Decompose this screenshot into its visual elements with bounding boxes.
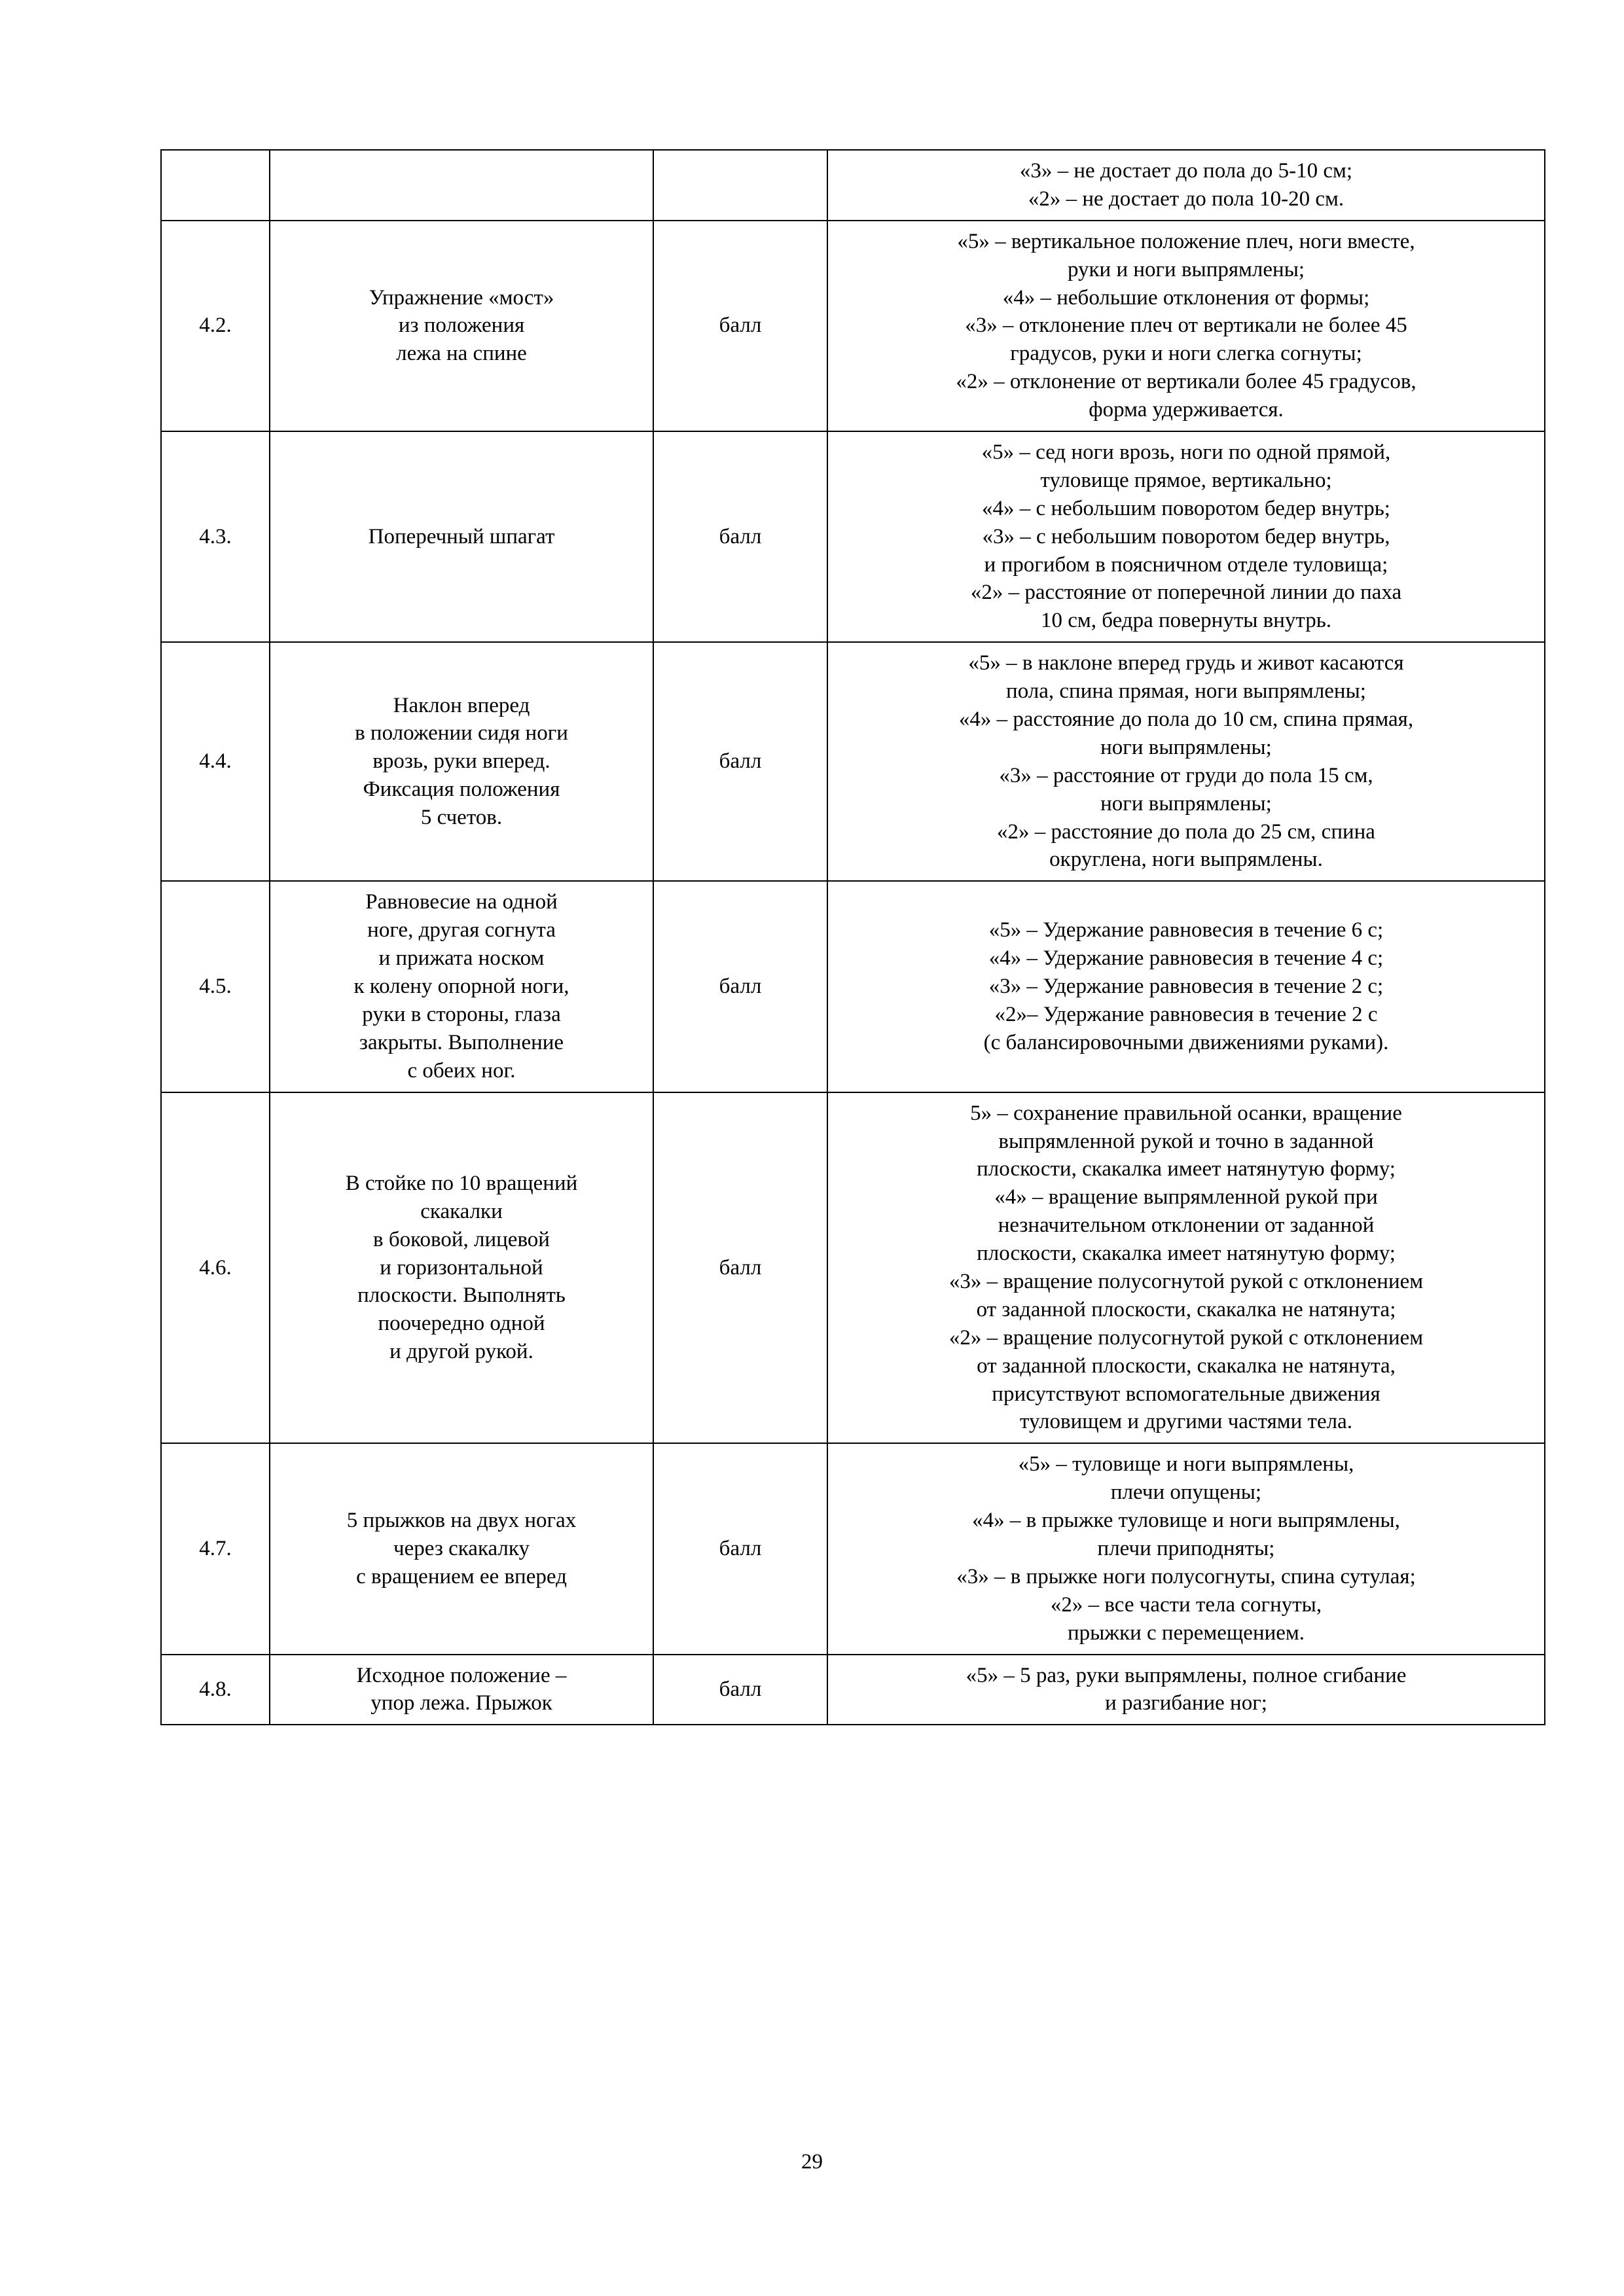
criteria-line: плечи опущены;	[1110, 1480, 1262, 1505]
exercise-name-line: Наклон вперед	[393, 693, 530, 717]
criteria-line: ноги выпрямлены;	[1100, 791, 1272, 816]
criteria-line: «5» – 5 раз, руки выпрямлены, полное сгибание	[965, 1663, 1407, 1687]
criteria-cell	[827, 881, 1545, 1092]
row-number-cell: 4.5.	[161, 881, 270, 1092]
exercise-name-line: и горизонтальной	[380, 1255, 543, 1280]
criteria-cell	[827, 642, 1545, 881]
row-number-cell	[161, 150, 270, 221]
criteria-line: незначительном отклонении от заданной	[998, 1213, 1375, 1238]
exercise-name-cell	[270, 1655, 653, 1725]
criteria-line: «5» – в наклоне вперед грудь и живот касаются	[968, 651, 1404, 675]
table-row	[161, 1655, 1545, 1725]
table-body	[161, 150, 1545, 1725]
unit-cell: балл	[653, 431, 827, 642]
table-row	[161, 1443, 1545, 1654]
exercise-name-line: упор лежа. Прыжок	[370, 1691, 552, 1715]
criteria-line: туловище прямое, вертикально;	[1040, 468, 1332, 492]
criteria-line: «3» – с небольшим поворотом бедер внутрь,	[982, 524, 1390, 548]
exercise-name-cell	[270, 881, 653, 1092]
exercise-name-line: врозь, руки вперед.	[372, 749, 550, 774]
exercise-name-line: Упражнение «мост»	[369, 285, 554, 310]
criteria-line: руки и ноги выпрямлены;	[1067, 257, 1305, 281]
exercise-name-line: руки в стороны, глаза	[362, 1002, 561, 1026]
criteria-line: присутствуют вспомогательные движения	[992, 1382, 1380, 1406]
criteria-line: «5» – сед ноги врозь, ноги по одной прямой,	[981, 440, 1391, 465]
exercise-name-line: в положении сидя ноги	[355, 721, 568, 745]
assessment-criteria-table	[160, 149, 1545, 1725]
exercise-name-line: 5 прыжков на двух ногах	[346, 1509, 577, 1533]
criteria-cell	[827, 221, 1545, 431]
row-number-cell: 4.4.	[161, 642, 270, 881]
criteria-line: и разгибание ног;	[1105, 1691, 1267, 1715]
exercise-name-line: с обеих ног.	[407, 1058, 516, 1083]
criteria-line: форма удерживается.	[1089, 398, 1284, 422]
exercise-name-line: В стойке по 10 вращений	[345, 1171, 578, 1195]
criteria-line: «4» – небольшие отклонения от формы;	[1002, 285, 1370, 310]
exercise-name-line: скакалки	[420, 1199, 503, 1223]
table-row	[161, 1092, 1545, 1444]
criteria-line: «4» – Удержание равновесия в течение 4 с;	[988, 946, 1384, 971]
criteria-line: и прогибом в поясничном отделе туловища;	[984, 552, 1388, 577]
row-number-cell: 4.3.	[161, 431, 270, 642]
criteria-line: «2» – вращение полусогнутой рукой с отклонением	[948, 1325, 1424, 1350]
exercise-name-cell	[270, 642, 653, 881]
table-row	[161, 881, 1545, 1092]
criteria-line: от заданной плоскости, скакалка не натянута;	[976, 1297, 1396, 1321]
criteria-line: округлена, ноги выпрямлены.	[1049, 848, 1323, 872]
criteria-line: прыжки с перемещением.	[1067, 1621, 1305, 1645]
exercise-name-line: к колену опорной ноги,	[353, 975, 569, 999]
criteria-line: «5» – вертикальное положение плеч, ноги вместе,	[957, 229, 1415, 253]
criteria-cell	[827, 1443, 1545, 1654]
criteria-cell	[827, 431, 1545, 642]
criteria-line: «4» – с небольшим поворотом бедер внутрь;	[982, 496, 1390, 520]
exercise-name-line: плоскости. Выполнять	[357, 1283, 566, 1308]
criteria-cell	[827, 150, 1545, 221]
criteria-line: «3» – вращение полусогнутой рукой с отклонением	[948, 1269, 1424, 1293]
criteria-line: «4» – расстояние до пола до 10 см, спина прямая,	[958, 708, 1414, 732]
unit-cell: балл	[653, 642, 827, 881]
row-number-cell: 4.6.	[161, 1092, 270, 1444]
unit-cell: балл	[653, 1655, 827, 1725]
unit-cell: балл	[653, 881, 827, 1092]
criteria-line: плоскости, скакалка имеет натянутую форму;	[977, 1157, 1396, 1181]
exercise-name-line: закрыты. Выполнение	[359, 1030, 564, 1054]
criteria-line: 10 см, бедра повернуты внутрь.	[1040, 609, 1332, 633]
table-row	[161, 642, 1545, 881]
criteria-line: «3» – не достает до пола до 5-10 см;	[1019, 159, 1353, 183]
criteria-line: (с балансировочными движениями руками).	[983, 1030, 1389, 1054]
criteria-line: «2»– Удержание равновесия в течение 2 с	[994, 1002, 1378, 1026]
table-row	[161, 221, 1545, 431]
criteria-line: «2» – расстояние от поперечной линии до паха	[970, 581, 1402, 605]
exercise-name-line: через скакалку	[393, 1536, 530, 1560]
exercise-name-line: в боковой, лицевой	[373, 1227, 550, 1251]
exercise-name-line: и другой рукой.	[389, 1340, 533, 1364]
criteria-line: плоскости, скакалка имеет натянутую форму;	[977, 1242, 1396, 1266]
criteria-line: «5» – туловище и ноги выпрямлены,	[1018, 1452, 1354, 1477]
exercise-name-cell	[270, 221, 653, 431]
criteria-cell	[827, 1092, 1545, 1444]
unit-cell	[653, 150, 827, 221]
criteria-line: плечи приподняты;	[1097, 1536, 1275, 1560]
criteria-line: «2» – все части тела согнуты,	[1050, 1592, 1322, 1617]
table-row	[161, 150, 1545, 221]
exercise-name-cell	[270, 431, 653, 642]
criteria-line: 5» – сохранение правильной осанки, вращение	[970, 1101, 1402, 1125]
row-number-cell: 4.7.	[161, 1443, 270, 1654]
exercise-name-cell	[270, 1443, 653, 1654]
exercise-name-line: лежа на спине	[396, 342, 527, 366]
exercise-name-line: 5 счетов.	[420, 806, 503, 830]
criteria-line: от заданной плоскости, скакалка не натянута,	[977, 1354, 1396, 1378]
criteria-line: «3» – расстояние от груди до пола 15 см,	[999, 763, 1373, 787]
exercise-name-cell	[270, 150, 653, 221]
criteria-line: ноги выпрямлены;	[1100, 735, 1272, 759]
row-number-cell: 4.2.	[161, 221, 270, 431]
criteria-line: «3» – Удержание равновесия в течение 2 с;	[988, 975, 1384, 999]
exercise-name-line: Исходное положение –	[356, 1663, 567, 1687]
exercise-name-line: поочередно одной	[378, 1312, 545, 1336]
criteria-line: «5» – Удержание равновесия в течение 6 с;	[988, 918, 1384, 942]
unit-cell: балл	[653, 1443, 827, 1654]
criteria-cell	[827, 1655, 1545, 1725]
unit-cell: балл	[653, 221, 827, 431]
row-number-cell: 4.8.	[161, 1655, 270, 1725]
exercise-name-line: Фиксация положения	[363, 778, 560, 802]
page-number: 29	[801, 2150, 823, 2174]
exercise-name-line: из положения	[398, 314, 525, 338]
exercise-name-cell	[270, 1092, 653, 1444]
criteria-line: градусов, руки и ноги слегка согнуты;	[1010, 342, 1362, 366]
exercise-name-line: и прижата носком	[378, 946, 545, 971]
criteria-line: «2» – расстояние до пола до 25 см, спина	[997, 819, 1375, 844]
exercise-name-line: Равновесие на одной	[365, 890, 558, 914]
exercise-name-line: с вращением ее вперед	[356, 1564, 567, 1588]
criteria-line: «3» – отклонение плеч от вертикали не более 45	[965, 314, 1407, 338]
exercise-name-line: Поперечный шпагат	[368, 524, 555, 548]
criteria-line: «2» – отклонение от вертикали более 45 градусов,	[956, 370, 1416, 394]
criteria-line: пола, спина прямая, ноги выпрямлены;	[1006, 679, 1366, 704]
criteria-line: выпрямленной рукой и точно в заданной	[998, 1129, 1374, 1153]
exercise-name-line: ноге, другая согнута	[367, 918, 556, 942]
table-row	[161, 431, 1545, 642]
criteria-line: «3» – в прыжке ноги полусогнуты, спина сутулая;	[956, 1564, 1416, 1588]
unit-cell: балл	[653, 1092, 827, 1444]
criteria-line: «4» – в прыжке туловище и ноги выпрямлены,	[972, 1509, 1400, 1533]
criteria-line: туловищем и другими частями тела.	[1020, 1410, 1352, 1434]
criteria-line: «4» – вращение выпрямленной рукой при	[994, 1185, 1378, 1210]
criteria-line: «2» – не достает до пола 10-20 см.	[1028, 187, 1344, 211]
